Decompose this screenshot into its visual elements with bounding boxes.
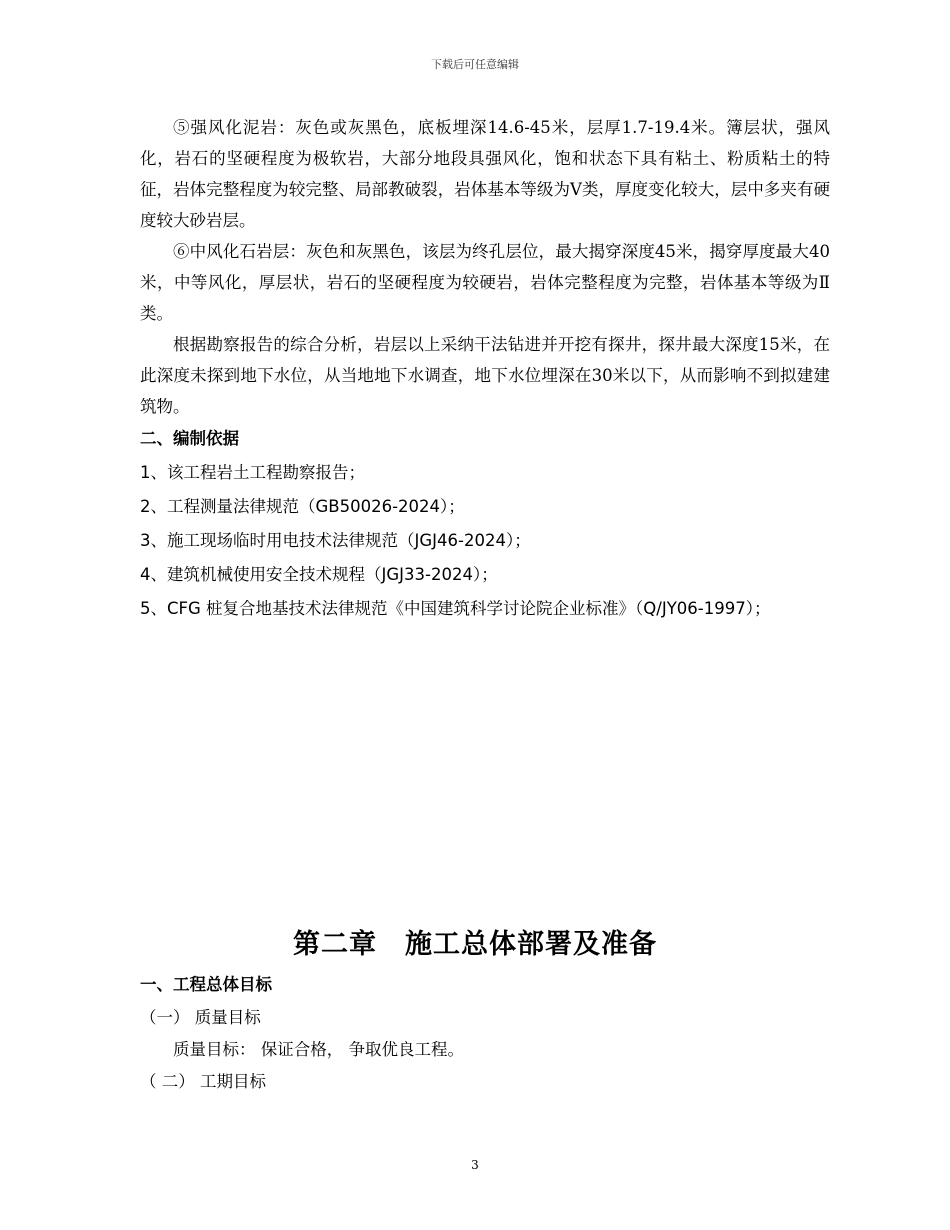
chapter-title: 第二章 施工总体部署及准备	[293, 929, 657, 960]
basis-item: 1、该工程岩土工程勘察报告；	[140, 463, 365, 482]
paragraph-layer-6: ⑥中风化石岩层：灰色和灰黑色，该层为终孔层位，最大揭穿深度45米，揭穿厚度最大40米，中等风化，厚层状，岩石的坚硬程度为较硬岩，岩体完整程度为完整，岩体基本等级为Ⅱ类。	[140, 242, 830, 323]
schedule-subheading: （ 二） 工期目标	[140, 1072, 266, 1091]
main-text	[140, 112, 830, 626]
page-header: 下载后可任意编辑	[431, 58, 519, 71]
page-number: 3	[471, 1158, 479, 1172]
basis-heading: 二、编制依据	[140, 429, 239, 448]
quality-goal: 质量目标： 保证合格， 争取优良工程。	[173, 1040, 464, 1059]
basis-item: 3、施工现场临时用电技术法律规范（JGJ46-2024）；	[140, 531, 531, 550]
basis-item: 4、建筑机械使用安全技术规程（JGJ33-2024）；	[140, 565, 498, 584]
basis-item: 2、工程测量法律规范（GB50026-2024）；	[140, 497, 465, 516]
goals-heading: 一、工程总体目标	[140, 975, 272, 994]
paragraph-groundwater: 根据勘察报告的综合分析，岩层以上采纳干法钻进并开挖有探井，探井最大深度15米，在此深度未探到地下水位，从当地地下水调查，地下水位埋深在30米以下，从而影响不到拟建建筑物。	[140, 335, 830, 416]
quality-subheading: （一） 质量目标	[140, 1008, 261, 1027]
basis-item: 5、CFG 桩复合地基技术法律规范《中国建筑科学讨论院企业标准》（Q/JY06-1997）；	[140, 599, 771, 618]
goals-section	[140, 968, 830, 1098]
paragraph-layer-5: ⑤强风化泥岩：灰色或灰黑色，底板埋深14.6-45米，层厚1.7-19.4米。簿层状，强风化，岩石的坚硬程度为极软岩，大部分地段具强风化，饱和状态下具有粘土、粉质粘土的特征，岩体完整程度为较完整、局部教破裂，岩体基本等级为Ⅴ类，厚度变化较大，层中多夹有硬度较大砂岩层。	[140, 118, 830, 230]
